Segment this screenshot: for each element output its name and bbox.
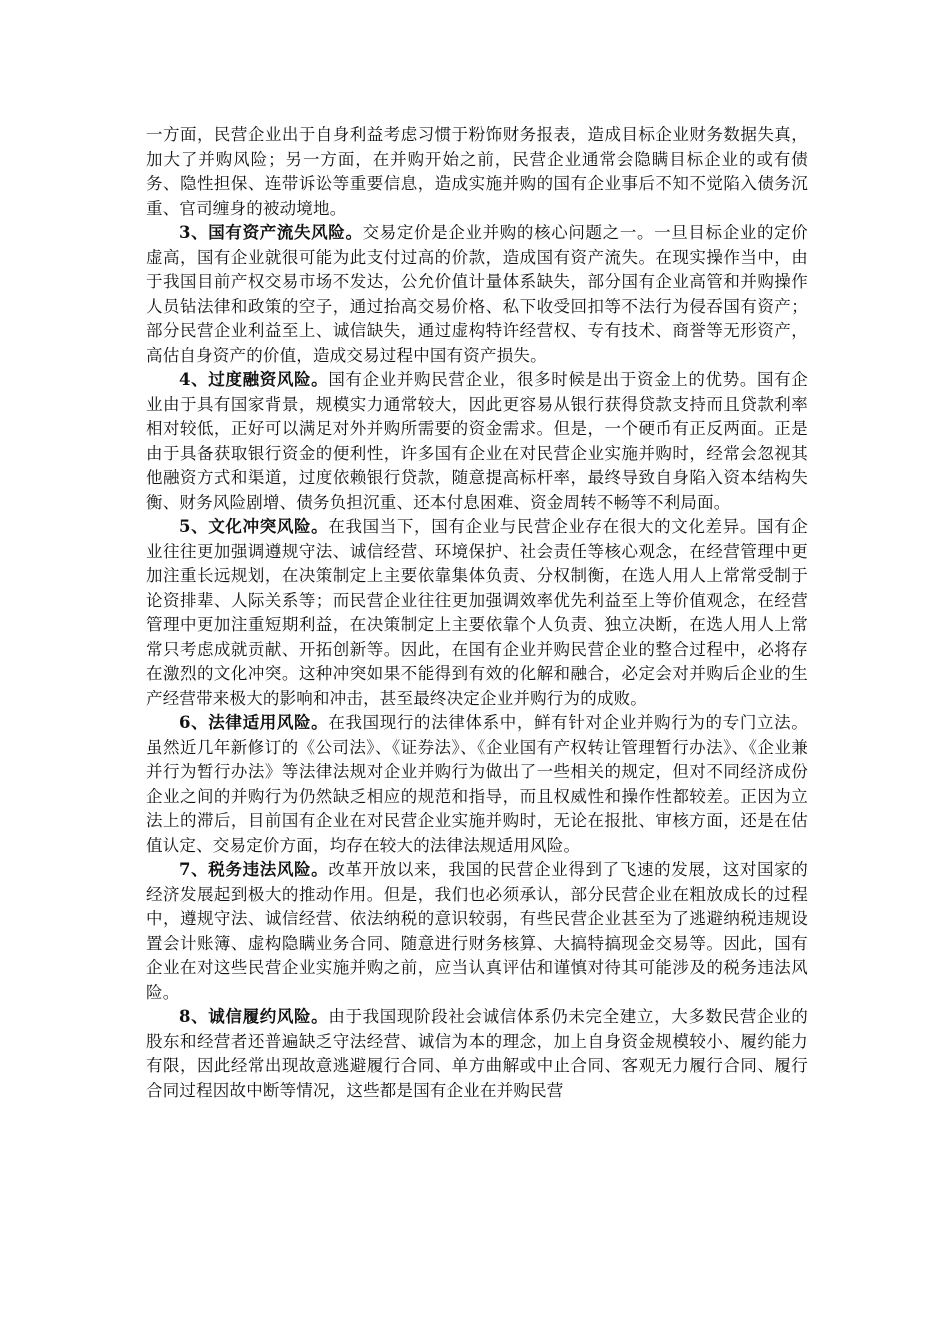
- paragraph-body: 交易定价是企业并购的核心问题之一。一旦目标企业的定价虚高，国有企业就很可能为此支付过高的价款，造成国有资产流失。在现实操作当中，由于我国目前产权交易市场不发达，公允价值计量体系缺失，部分国有企业高管和并购操作人员钻法律和政策的空子，通过抬高交易价格、私下收受回扣等不法行为侵吞国有资产；部分民营企业利益至上、诚信缺失，通过虚构特许经营权、专有技术、商誉等无形资产，高估自身资产的价值，造成交易过程中国有资产损失。: [146, 223, 808, 365]
- paragraph-body: 国有企业并购民营企业，很多时候是出于资金上的优势。国有企业由于具有国家背景，规模实力通常较大，因此更容易从银行获得贷款支持而且贷款利率相对较低，正好可以满足对外并购所需要的资金需求。但是，一个硬币有正反两面。正是由于具备获取银行资金的便利性，许多国有企业在对民营企业实施并购时，经常会忽视其他融资方式和渠道，过度依赖银行贷款，随意提高标杆率，最终导致自身陷入资本结构失衡、财务风险剧增、债务负担沉重、还本付息困难、资金周转不畅等不利局面。: [146, 370, 808, 512]
- paragraph-body: 改革开放以来，我国的民营企业得到了飞速的发展，这对国家的经济发展起到极大的推动作用。但是，我们也必须承认，部分民营企业在粗放成长的过程中，遵规守法、诚信经营、依法纳税的意识较弱，有些民营企业甚至为了逃避纳税违规设置会计账簿、虚构隐瞒业务合同、随意进行财务核算、大搞特搞现金交易等。因此，国有企业在对这些民营企业实施并购之前，应当认真评估和谨慎对待其可能涉及的税务违法风险。: [146, 860, 808, 1002]
- paragraph-legal-applicability-risk: [146, 711, 808, 858]
- paragraph-cultural-conflict-risk: [146, 515, 808, 711]
- section-heading: 6、法律适用风险。: [179, 713, 329, 732]
- paragraph-body: 在我国现行的法律体系中，鲜有针对企业并购行为的专门立法。虽然近几年新修订的《公司法》、《证券法》、《企业国有产权转让管理暂行办法》、《企业兼并行为暂行办法》等法律法规对企业并购行为做出了一些相关的规定，但对不同经济成份企业之间的并购行为仍然缺乏相应的规范和指导，而且权威性和操作性都较差。正因为立法上的滞后，目前国有企业在对民营企业实施并购时，无论在报批、审核方面，还是在估值认定、交易定价方面，均存在较大的法律法规适用风险。: [146, 713, 808, 855]
- section-heading: 8、诚信履约风险。: [179, 1007, 329, 1026]
- section-heading: 7、税务违法风险。: [179, 860, 329, 879]
- paragraph-body: 在我国当下，国有企业与民营企业存在很大的文化差异。国有企业往往更加强调遵规守法、诚信经营、环境保护、社会责任等核心观念，在经营管理中更加注重长远规划，在决策制定上主要依靠集体负责、分权制衡，在选人用人上常常受制于论资排辈、人际关系等；而民营企业往往更加强调效率优先利益至上等价值观念，在经营管理中更加注重短期利益，在决策制定上主要依靠个人负责、独立决断，在选人用人上常常只考虑成就贡献、开拓创新等。因此，在国有企业并购民营企业的整合过程中，必将存在激烈的文化冲突。这种冲突如果不能得到有效的化解和融合，必定会对并购后企业的生产经营带来极大的影响和冲击，甚至最终决定企业并购行为的成败。: [146, 517, 808, 708]
- paragraph-continuation: [146, 123, 808, 221]
- section-heading: 3、国有资产流失风险。: [179, 223, 363, 242]
- paragraph-body: 一方面，民营企业出于自身利益考虑习惯于粉饰财务报表，造成目标企业财务数据失真，加大了并购风险；另一方面，在并购开始之前，民营企业通常会隐瞒目标企业的或有债务、隐性担保、连带诉讼等重要信息，造成实施并购的国有企业事后不知不觉陷入债务沉重、官司缠身的被动境地。: [146, 125, 808, 218]
- paragraph-excessive-financing-risk: [146, 368, 808, 515]
- document-page: [146, 123, 808, 1103]
- paragraph-integrity-performance-risk: [146, 1005, 808, 1103]
- section-heading: 5、文化冲突风险。: [179, 517, 329, 536]
- section-heading: 4、过度融资风险。: [179, 370, 329, 389]
- paragraph-state-asset-loss-risk: [146, 221, 808, 368]
- paragraph-tax-violation-risk: [146, 858, 808, 1005]
- paragraph-body: 由于我国现阶段社会诚信体系仍未完全建立，大多数民营企业的股东和经营者还普遍缺乏守法经营、诚信为本的理念，加上自身资金规模较小、履约能力有限，因此经常出现故意逃避履行合同、单方曲解或中止合同、客观无力履行合同、履行合同过程因故中断等情况，这些都是国有企业在并购民营: [146, 1007, 808, 1100]
